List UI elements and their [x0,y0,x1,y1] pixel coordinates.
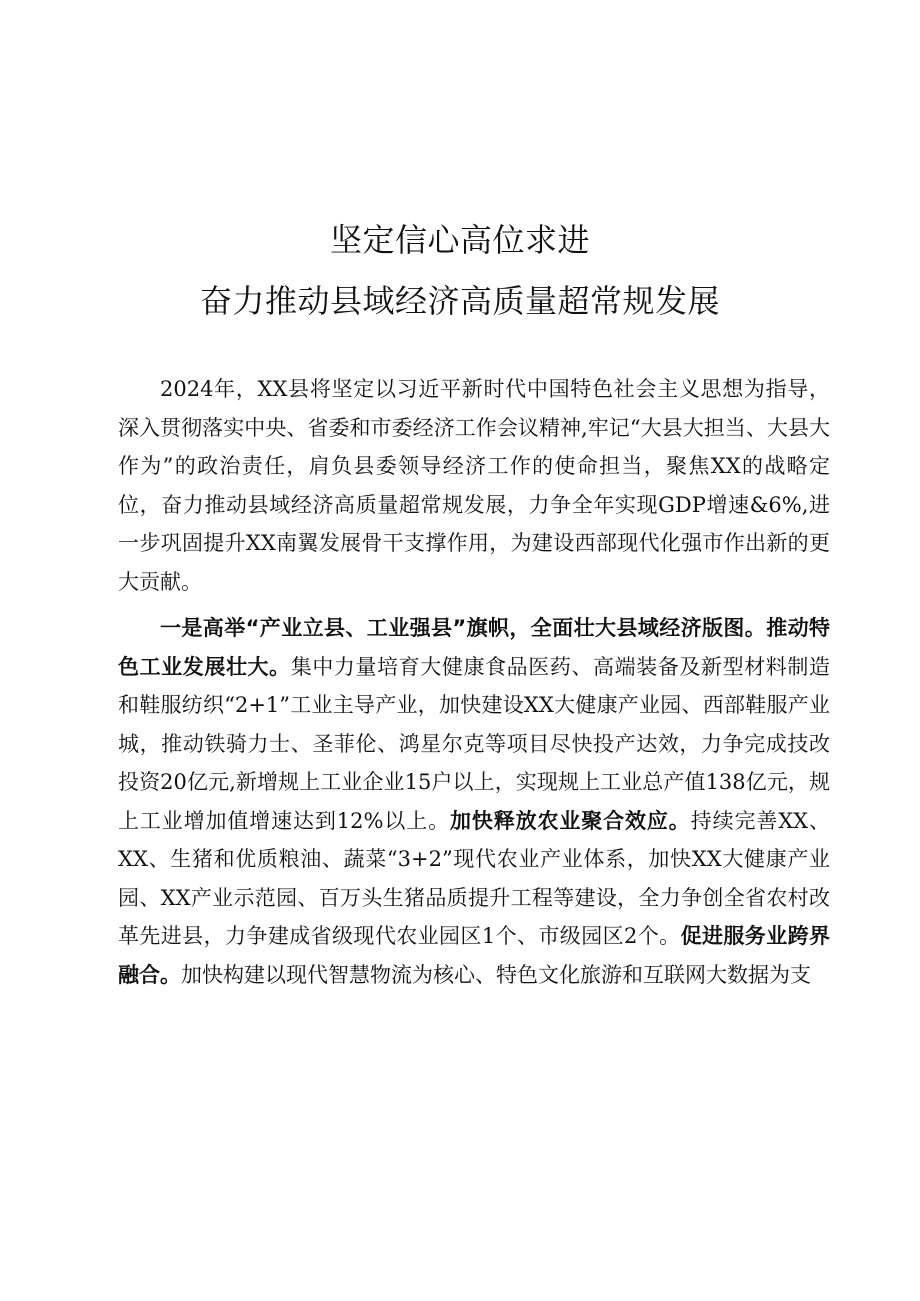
paragraph-heading: 一是高举“产业立县、工业强县”旗帜，全面壮大县域经济版图。推动特色工业发展壮大。 [118,616,830,679]
title-line-1: 坚定信心高位求进 [329,221,590,259]
title-line-2: 奋力推动县域经济高质量超常规发展 [199,282,720,320]
paragraph-text: 加快构建以现代智慧物流为核心、特色文化旅游和互联网大数据为支 [181,962,811,987]
document-body [118,370,830,994]
paragraph-subheading: 加快释放农业聚合效应。 [450,808,691,833]
paragraph-subheading: 促进服务业跨界融合。 [118,924,830,987]
document-title [0,218,920,340]
paragraph-industry [118,609,830,994]
paragraph-intro [118,370,830,601]
paragraph-text: 2024年，XX县将坚定以习近平新时代中国特色社会主义思想为指导，深入贯彻落实中央、省委和市委经济工作会议精神,牢记“大县大担当、大县大作为”的政治责任，肩负县委领导经济工作的使命担当，聚焦XX的战略定位，奋力推动县域经济高质量超常规发展，力争全年实现GDP增速&6%,进一步巩固提升XX南翼发展骨干支撑作用，为建设西部现代化强市作出新的更大贡献。 [118,377,830,594]
paragraph-text: 持续完善XX、XX、生猪和优质粮油、蔬菜“3+2”现代农业产业体系，加快XX大健康产业园、XX产业示范园、百万头生猪品质提升工程等建设，全力争创全省农村改革先进县，力争建成省级现代农业园区1个、市级园区2个。 [118,808,830,948]
paragraph-text: 集中力量培育大健康食品医药、高端装备及新型材料制造和鞋服纺织“2+1”工业主导产业，加快建设XX大健康产业园、西部鞋服产业城，推动铁骑力士、圣菲伦、鸿星尔克等项目尽快投产达效，力争完成技改投资20亿元,新增规上工业企业15户以上，实现规上工业总产值138亿元，规上工业增加值增速达到12%以上。 [118,654,830,833]
